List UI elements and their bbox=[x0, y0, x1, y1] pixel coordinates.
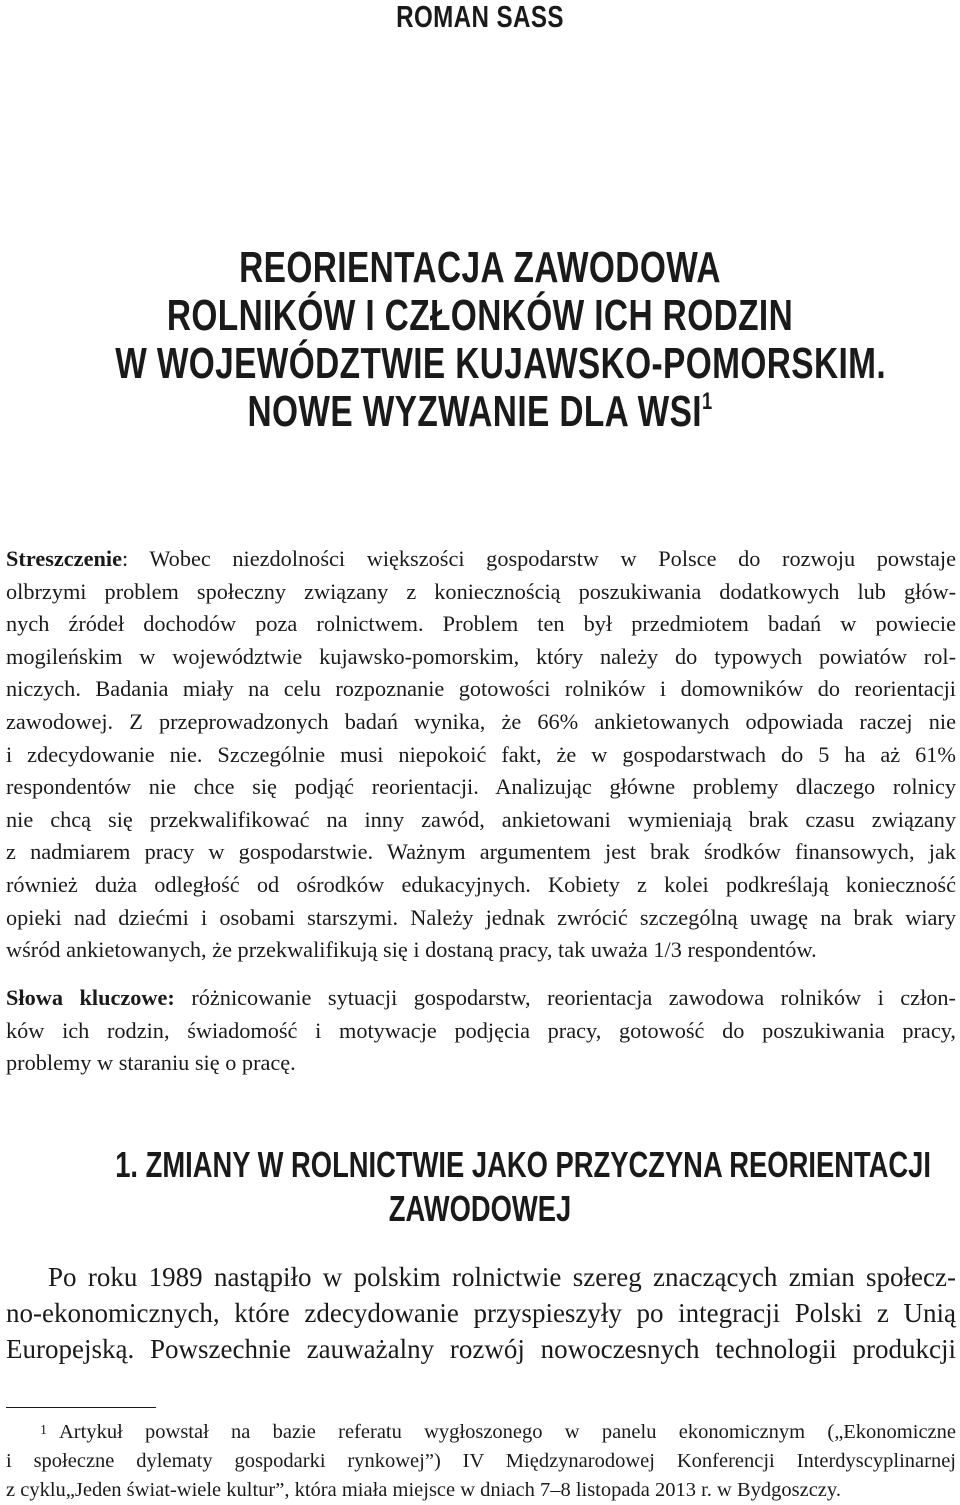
author-name: ROMAN SASS bbox=[396, 0, 564, 34]
abstract-line-2: olbrzymi problem społeczny związany z koniecznością poszukiwania dodatkowych lub głów- bbox=[6, 578, 956, 604]
footnote-line-1 bbox=[6, 1418, 956, 1447]
footnote-line-3: z cyklu„Jeden świat-wiele kultur”, która miała miejsce w dniach 7–8 listopada 2013 r. w Bydgoszczy. bbox=[6, 1479, 841, 1501]
abstract bbox=[6, 543, 956, 967]
title-line-4 bbox=[115, 388, 845, 436]
footnote-marker: 1 bbox=[40, 1423, 47, 1438]
abstract-line-8: respondentów nie chce się podjąć reorientacji. Analizując główne problemy dlaczego rolnicy bbox=[6, 774, 956, 800]
abstract-label: Streszczenie bbox=[6, 546, 122, 571]
title-line-1: REORIENTACJA ZAWODOWA bbox=[239, 243, 721, 292]
section-heading-line-1: 1. ZMIANY W ROLNICTWIE JAKO PRZYCZYNA REORIENTACJI bbox=[115, 1144, 931, 1185]
body-line-1: Po roku 1989 nastąpiło w polskim rolnictwie szereg znaczących zmian społecz- bbox=[48, 1262, 956, 1292]
abstract-line-4: mogileńskim w województwie kujawsko-pomorskim, który należy do typowych powiatów rol- bbox=[6, 643, 956, 669]
abstract-line-6: zawodowej. Z przeprowadzonych badań wynika, że 66% ankietowanych odpowiada raczej nie bbox=[6, 708, 956, 734]
keywords-line-2: ków ich rodzin, świadomość i motywacje podjęcia pracy, gotowość do poszukiwania pracy, bbox=[6, 1017, 956, 1043]
abstract-line-5: niczych. Badania miały na celu rozpoznanie gotowości rolników i domowników do reorientacji bbox=[6, 676, 956, 702]
abstract-line-12: opieki nad dziećmi i osobami starszymi. Należy jednak zwrócić szczególną uwagę na brak wiary bbox=[6, 904, 956, 930]
keywords-label: Słowa kluczowe: bbox=[6, 985, 175, 1010]
title-line-2: ROLNIKÓW I CZŁONKÓW ICH RODZIN bbox=[166, 291, 794, 340]
title-footnote-ref[interactable]: 1 bbox=[701, 388, 713, 415]
section-heading-line-2: ZAWODOWEJ bbox=[388, 1188, 572, 1229]
abstract-line-9: nie chcą się przekwalifikować na inny zawód, ankietowani wymieniają brak czasu związany bbox=[6, 806, 956, 832]
title-line-3: W WOJEWÓDZTWIE KUJAWSKO-POMORSKIM. bbox=[115, 339, 887, 388]
keywords bbox=[6, 982, 956, 1080]
title-line-4-text: NOWE WYZWANIE DLA WSI bbox=[247, 387, 702, 436]
abstract-line-1 bbox=[6, 543, 956, 576]
abstract-line-11: również duża odległość od ośrodków edukacyjnych. Kobiety z kolei podkreślają konieczność bbox=[6, 871, 956, 897]
footnote-separator bbox=[6, 1407, 156, 1408]
abstract-line-7: i zdecydowanie nie. Szczególnie musi niepokoić fakt, że w gospodarstwach do 5 ha aż 61% bbox=[6, 741, 956, 767]
abstract-line-13: wśród ankietowanych, że przekwalifikują się i dostaną pracy, tak uważa 1/3 respondentów. bbox=[6, 937, 817, 963]
article-title bbox=[0, 244, 960, 436]
abstract-line-3: nych źródeł dochodów poza rolnictwem. Problem ten był przedmiotem badań w powiecie bbox=[6, 611, 956, 637]
footnote bbox=[6, 1418, 956, 1505]
body-paragraph bbox=[6, 1259, 956, 1367]
footnote-line-2: i społeczne dylematy gospodarki rynkowej”) IV Międzynarodowej Konferencji Interdyscyplinarnej bbox=[6, 1450, 956, 1472]
body-line-2: no-ekonomicznych, które zdecydowanie przyspieszyły po integracji Polski z Unią bbox=[6, 1298, 956, 1328]
abstract-line-1-text: : Wobec niezdolności większości gospodarstw w Polsce do rozwoju powstaje bbox=[121, 546, 956, 571]
keywords-line-1-text: różnicowanie sytuacji gospodarstw, reorientacja zawodowa rolników i człon- bbox=[174, 985, 956, 1010]
body-line-3: Europejską. Powszechnie zauważalny rozwój nowoczesnych technologii produkcji bbox=[6, 1334, 956, 1364]
footnote-line-1-text: Artykuł powstał na bazie referatu wygłoszonego w panelu ekonomicznym („Ekonomiczne bbox=[59, 1421, 956, 1443]
keywords-line-3: problemy w staraniu się o pracę. bbox=[6, 1050, 296, 1076]
keywords-line-1 bbox=[6, 982, 956, 1015]
section-heading bbox=[0, 1143, 960, 1231]
abstract-line-10: z nadmiarem pracy w gospodarstwie. Ważnym argumentem jest brak środków finansowych, jak bbox=[6, 839, 956, 865]
